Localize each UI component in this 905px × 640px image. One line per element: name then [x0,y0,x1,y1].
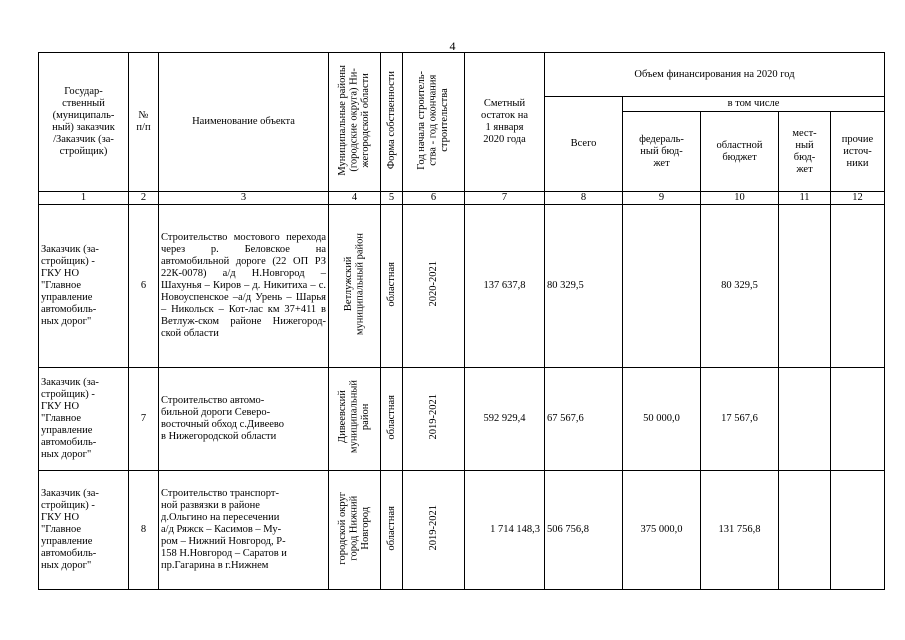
header-years [403,53,465,192]
cell-estimated-balance: 137 637,8 [465,205,545,368]
table-row [39,368,885,471]
cell-object-name: Строительство транспорт- ной развязки в районе д.Ольгино на пересечении а/д Ряжск – Касимов – Му- ром – Нижний Новгород, Р- 158 Н.Новгород – Саратов и пр.Гагарина в г.Нижнем [159,471,329,590]
cell-customer: Заказчик (за- стройщик) - ГКУ НО "Главное управление автомобиль- ных дорог" [39,368,129,471]
header-years-text: Год начала строитель- ства - год окончания строительства [416,70,451,170]
header-local: мест- ный бюд- жет [779,112,831,192]
header-other: прочие источ- ники [831,112,885,192]
table-row [39,471,885,590]
cell-years [403,471,465,590]
cell-object-name: Строительство мостового перехода через р. Беловское на автомобильной дороге (22 ОП РЗ 22К-0078) а/д Н.Новгород – Шахунья – Киров – д. Никитиха – с. Новоуспенское –а/д Урень – Шарья – Никольск – Кот-лас км 37+411 в Ветлуж-ском районе Нижегород-ской области [159,205,329,368]
cell-object-name: Строительство автомо- бильной дороги Северо- восточный обход с.Дивеево в Нижегородской области [159,368,329,471]
cell-regional: 17 567,6 [701,368,779,471]
cell-total: 80 329,5 [545,205,623,368]
cell-district-text: Дивеевский муниципальный район [337,380,372,454]
cell-customer: Заказчик (за- стройщик) - ГКУ НО "Главное управление автомобиль- ных дорог" [39,205,129,368]
cell-regional: 80 329,5 [701,205,779,368]
cell-years-text: 2020-2021 [427,261,439,307]
cell-ownership-text: областная [385,394,397,440]
cell-ownership [381,205,403,368]
cell-district-text: городской округ город Нижний Новгород [337,491,372,565]
cell-estimated-balance: 1 714 148,3 [465,471,545,590]
cell-federal: 375 000,0 [623,471,701,590]
header-regional: областной бюджет [701,112,779,192]
cell-local [779,205,831,368]
cell-district-text: Ветлужский муниципальный район [343,232,366,336]
column-number: 1 [39,192,129,205]
cell-customer: Заказчик (за- стройщик) - ГКУ НО "Главное управление автомобиль- ных дорог" [39,471,129,590]
header-object-name: Наименование объекта [159,53,329,192]
cell-local [779,368,831,471]
column-number: 8 [545,192,623,205]
cell-num: 8 [129,471,159,590]
column-number: 3 [159,192,329,205]
column-number: 6 [403,192,465,205]
column-number: 7 [465,192,545,205]
cell-total: 67 567,6 [545,368,623,471]
column-number: 11 [779,192,831,205]
cell-other [831,368,885,471]
cell-estimated-balance: 592 929,4 [465,368,545,471]
cell-district [329,205,381,368]
cell-num: 6 [129,205,159,368]
cell-federal [623,205,701,368]
cell-regional: 131 756,8 [701,471,779,590]
column-number: 4 [329,192,381,205]
header-num: № п/п [129,53,159,192]
column-number: 10 [701,192,779,205]
header-district-text: Муниципальные районы (городские округа) Ни- жегородской области [337,64,372,176]
cell-federal: 50 000,0 [623,368,701,471]
cell-num: 7 [129,368,159,471]
table-row [39,205,885,368]
cell-district [329,368,381,471]
cell-ownership [381,471,403,590]
header-financing: Объем финансирования на 2020 год [545,53,885,97]
cell-years [403,368,465,471]
cell-ownership-text: областная [385,505,397,551]
column-number: 12 [831,192,885,205]
financing-table [38,52,885,590]
column-number: 9 [623,192,701,205]
cell-years-text: 2019-2021 [427,505,439,551]
header-total: Всего [545,97,623,192]
cell-district [329,471,381,590]
cell-years [403,205,465,368]
header-federal: федераль- ный бюд- жет [623,112,701,192]
header-district [329,53,381,192]
cell-other [831,471,885,590]
header-ownership-text: Форма собственности [385,70,397,170]
cell-ownership-text: областная [385,261,397,307]
column-number: 2 [129,192,159,205]
cell-total: 506 756,8 [545,471,623,590]
header-including: в том числе [623,97,885,112]
cell-other [831,205,885,368]
cell-local [779,471,831,590]
column-number: 5 [381,192,403,205]
cell-years-text: 2019-2021 [427,394,439,440]
cell-ownership [381,368,403,471]
page-number: 4 [449,39,456,53]
header-customer: Государ- ственный (муниципаль- ный) заказчик /Заказчик (за- стройщик) [39,53,129,192]
column-numbers-row [39,192,885,205]
header-estimated-balance: Сметный остаток на 1 января 2020 года [465,53,545,192]
header-ownership [381,53,403,192]
